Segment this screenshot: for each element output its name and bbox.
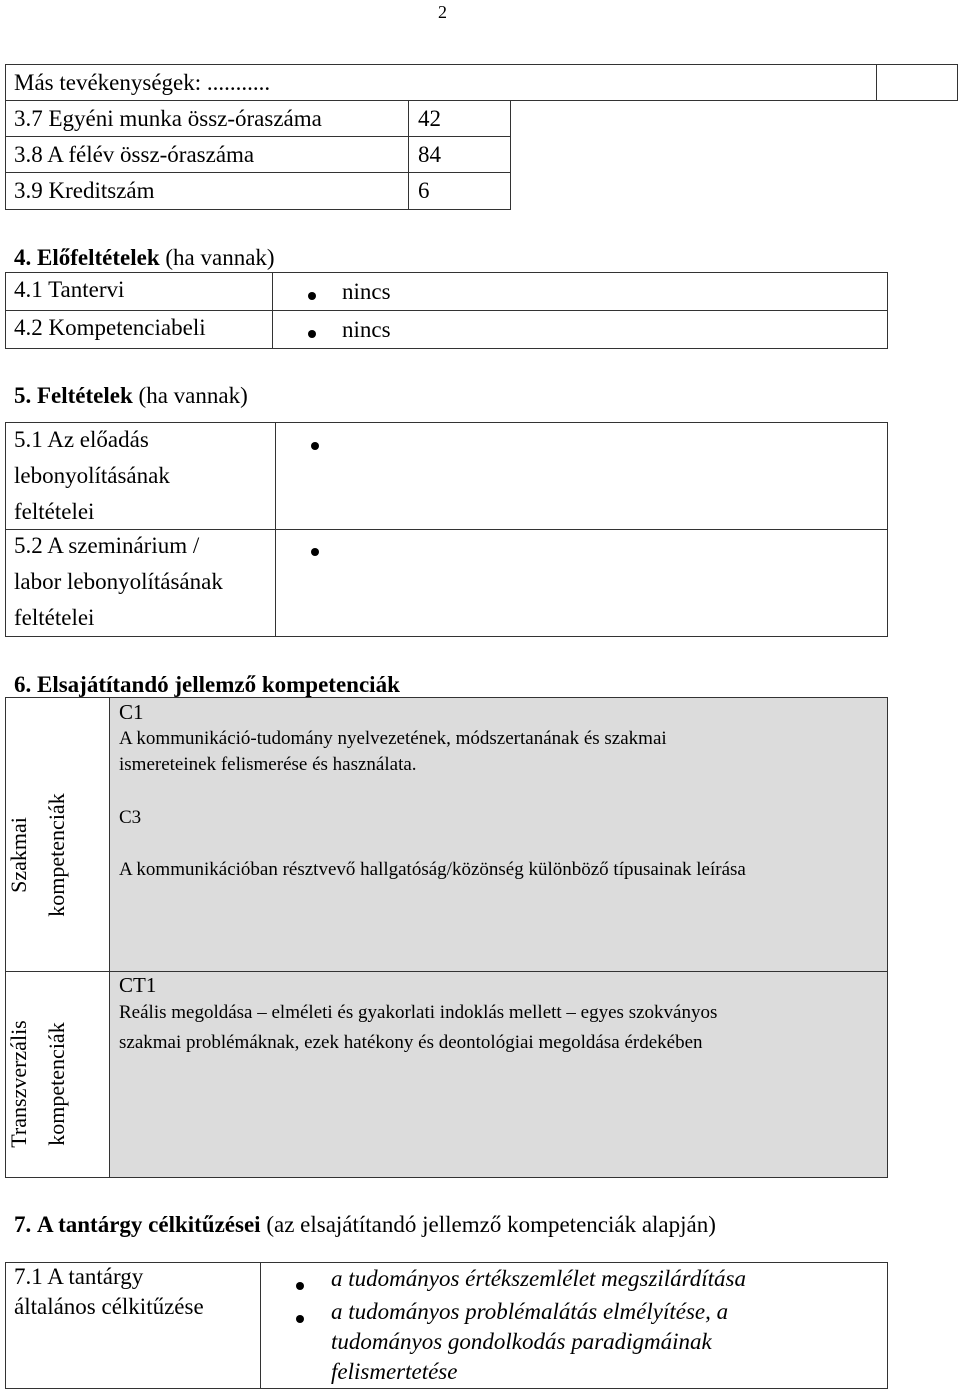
- competence-code-ct1: CT1: [119, 973, 157, 997]
- semester-hours-value: 84: [418, 142, 441, 167]
- competence-c3-text: A kommunikációban résztvevő hallgatóság/közönség különböző típusainak leírása: [119, 859, 746, 880]
- competence-code-c3: C3: [119, 807, 142, 828]
- bullet-icon: [308, 330, 316, 338]
- semester-hours-label: 3.8 A félév össz-óraszáma: [14, 142, 255, 167]
- competence-prereq-value: nincs: [342, 317, 391, 342]
- bullet-icon: [311, 548, 319, 556]
- bullet-icon: [296, 1282, 304, 1290]
- curricular-prereq-value: nincs: [342, 279, 391, 304]
- section-6-heading: 6. Elsajátítandó jellemző kompetenciák: [14, 672, 400, 697]
- table-cell: [275, 529, 888, 637]
- individual-hours-label: 3.7 Egyéni munka össz-óraszáma: [14, 106, 322, 131]
- table-cell: [275, 422, 888, 530]
- section-7-heading: 7. A tantárgy célkitűzései (az elsajátítandó jellemző kompetenciák alapján): [14, 1212, 716, 1237]
- competence-c1-line-1: A kommunikáció-tudomány nyelvezetének, módszertanának és szakmai: [119, 728, 667, 749]
- other-activities-value-cell: [876, 64, 958, 101]
- credits-label: 3.9 Kreditszám: [14, 178, 155, 203]
- bullet-icon: [311, 442, 319, 450]
- section-4-heading: 4. Előfeltételek (ha vannak): [14, 245, 275, 270]
- seminar-conditions-label: 5.2 A szeminárium / labor lebonyolításának feltételei: [14, 533, 223, 630]
- objective-item: a tudományos problémalátás elmélyítése, a tudományos gondolkodás paradigmáinak felismertetése: [331, 1299, 729, 1384]
- section-5-heading: 5. Feltételek (ha vannak): [14, 383, 248, 408]
- transversal-side-label: Transzverzális kompetenciák: [6, 1020, 69, 1148]
- competence-ct1-line-2: szakmai problémáknak, ezek hatékony és deontológiai megoldása érdekében: [119, 1032, 703, 1053]
- page-number: 2: [438, 2, 447, 22]
- competence-code-c1: C1: [119, 700, 144, 724]
- competence-c1-line-2: ismereteinek felismerése és használata.: [119, 754, 417, 775]
- credits-value: 6: [418, 178, 430, 203]
- bullet-icon: [308, 292, 316, 300]
- general-objective-label: 7.1 A tantárgy általános célkitűzése: [14, 1264, 204, 1319]
- professional-side-label: Szakmai kompetenciák: [6, 793, 69, 917]
- curricular-prereq-label: 4.1 Tantervi: [14, 277, 125, 302]
- other-activities-label: Más tevékenységek: ...........: [14, 70, 271, 95]
- bullet-icon: [296, 1315, 304, 1323]
- lecture-conditions-label: 5.1 Az előadás lebonyolításának feltételei: [14, 427, 170, 524]
- competence-prereq-label: 4.2 Kompetenciabeli: [14, 315, 206, 340]
- individual-hours-value: 42: [418, 106, 441, 131]
- objective-item: a tudományos értékszemlélet megszilárdítása: [331, 1266, 747, 1291]
- competence-ct1-line-1: Reális megoldása – elméleti és gyakorlati indoklás mellett – egyes szokványos: [119, 1002, 718, 1023]
